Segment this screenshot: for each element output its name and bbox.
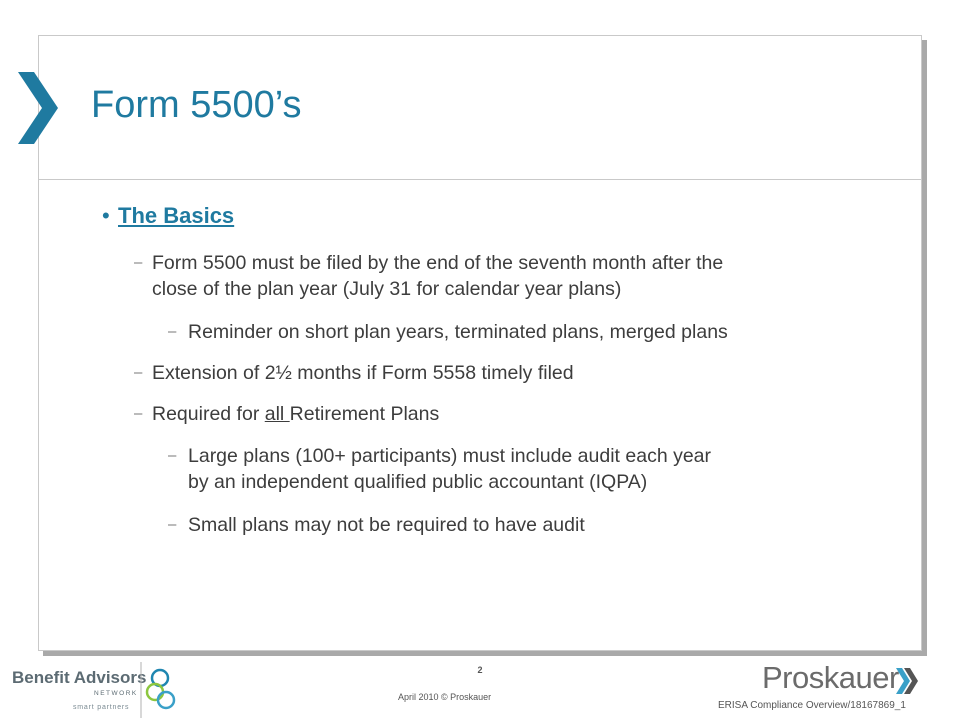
dash-marker: – (134, 364, 143, 381)
page-number: 2 (477, 665, 483, 675)
dash-marker: – (168, 516, 177, 533)
list-item-line: close of the plan year (July 31 for calendar year plans) (152, 278, 622, 300)
text-prefix: Required for (152, 403, 265, 425)
dash-marker: – (134, 254, 143, 271)
list-item-text (152, 401, 439, 427)
bullet-dot: • (102, 203, 110, 228)
list-item-text: Reminder on short plan years, terminated plans, merged plans (188, 321, 728, 343)
emphasis-underline: all (264, 403, 290, 425)
dash-marker: – (134, 405, 143, 422)
dash-marker: – (168, 447, 177, 464)
section-heading: The Basics (118, 203, 235, 228)
brand-name: Proskauer (762, 660, 899, 695)
list-item-text: Extension of 2½ months if Form 5558 timely filed (152, 362, 574, 384)
list-item-line: Large plans (100+ participants) must include audit each year (188, 445, 712, 467)
chevron-right-icon (16, 70, 60, 146)
footer-date: April 2010 © Proskauer (398, 692, 492, 702)
title-divider (38, 179, 921, 180)
list-item-text: Small plans may not be required to have audit (188, 514, 585, 536)
list-item-line: Form 5500 must be filed by the end of the seventh month after the (152, 252, 724, 274)
slide-title: Form 5500’s (91, 84, 302, 126)
text-suffix: Retirement Plans (289, 403, 440, 425)
list-item-line: by an independent qualified public accountant (IQPA) (188, 471, 648, 493)
logo-text-line2: NETWORK (94, 690, 138, 697)
logo-text-line3: smart partners (73, 704, 130, 711)
benefit-advisors-logo (10, 660, 190, 720)
chevron-right-icon (895, 667, 919, 695)
logo-text-line1: Benefit Advisors (12, 668, 147, 687)
dash-marker: – (168, 323, 177, 340)
document-reference: ERISA Compliance Overview/18167869_1 (718, 700, 906, 711)
